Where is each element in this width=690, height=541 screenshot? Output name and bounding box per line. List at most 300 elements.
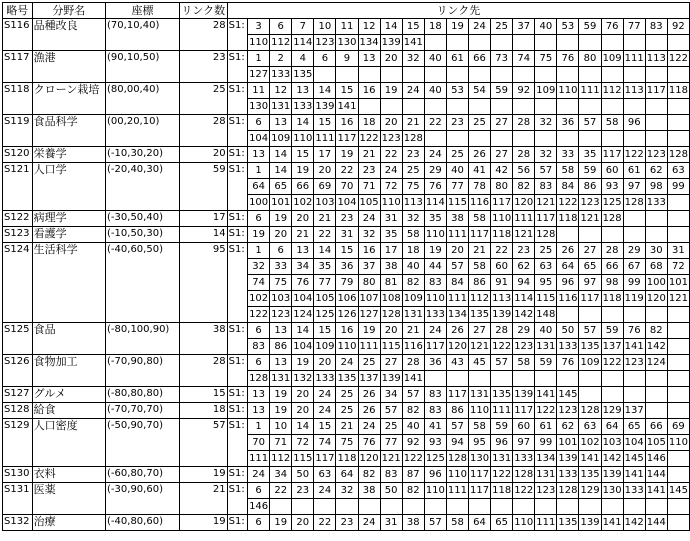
- link-cell: 38: [358, 483, 380, 499]
- link-cell: 131: [535, 339, 557, 355]
- link-cell: 133: [623, 483, 645, 499]
- link-cell: 59: [535, 355, 557, 371]
- header-links: リンク先: [227, 3, 689, 19]
- link-cell: 133: [513, 451, 535, 467]
- empty-cell: [469, 35, 491, 51]
- empty-cell: [645, 67, 667, 83]
- cell-id: S128: [3, 403, 33, 419]
- link-cell: 57: [380, 403, 402, 419]
- link-cell: 110: [446, 467, 468, 483]
- link-cell: 13: [292, 243, 314, 259]
- link-cell: 45: [469, 355, 491, 371]
- link-cell: 75: [336, 435, 358, 451]
- link-cell: 104: [623, 435, 645, 451]
- link-cell: 31: [336, 227, 358, 243]
- link-cell: 109: [402, 291, 424, 307]
- link-cell: 125: [314, 307, 336, 323]
- link-cell: 23: [358, 163, 380, 179]
- link-cell: 128: [557, 483, 579, 499]
- link-cell: 40: [424, 83, 446, 99]
- empty-cell: [601, 67, 623, 83]
- cell-source: S1:: [227, 467, 247, 483]
- link-cell: 22: [270, 483, 292, 499]
- link-cell: 146: [645, 451, 667, 467]
- empty-cell: [557, 67, 579, 83]
- link-cell: 118: [336, 451, 358, 467]
- empty-cell: [667, 99, 689, 115]
- link-cell: 14: [380, 19, 402, 35]
- empty-cell: [667, 403, 689, 419]
- link-cell: 134: [535, 451, 557, 467]
- empty-cell: [557, 371, 579, 387]
- link-cell: 131: [402, 307, 424, 323]
- link-cell: 60: [491, 259, 513, 275]
- cell-count: 19: [179, 467, 227, 483]
- cell-field: 衣料: [32, 467, 105, 483]
- cell-count: 23: [179, 51, 227, 83]
- link-cell: 122: [402, 451, 424, 467]
- table-row: [3, 387, 690, 403]
- link-cell: 105: [314, 291, 336, 307]
- cell-field: 食物加工: [32, 355, 105, 387]
- link-cell: 57: [491, 355, 513, 371]
- link-cell: 1: [248, 51, 270, 67]
- link-cell: 124: [292, 307, 314, 323]
- empty-cell: [667, 115, 689, 131]
- link-cell: 117: [424, 339, 446, 355]
- link-cell: 86: [469, 275, 491, 291]
- empty-cell: [535, 67, 557, 83]
- link-cell: 141: [402, 35, 424, 51]
- link-cell: 83: [424, 275, 446, 291]
- link-cell: 19: [270, 515, 292, 531]
- empty-cell: [535, 371, 557, 387]
- link-cell: 118: [601, 291, 623, 307]
- link-cell: 20: [380, 115, 402, 131]
- link-cell: 117: [469, 467, 491, 483]
- link-cell: 145: [623, 451, 645, 467]
- link-cell: 83: [424, 387, 446, 403]
- link-cell: 131: [270, 371, 292, 387]
- link-cell: 24: [314, 403, 336, 419]
- link-cell: 15: [292, 147, 314, 163]
- cell-source: S1:: [227, 419, 247, 467]
- link-cell: 128: [513, 467, 535, 483]
- link-cell: 35: [424, 211, 446, 227]
- cell-coord: (00,20,10): [106, 115, 180, 147]
- link-cell: 110: [424, 291, 446, 307]
- cell-field: 治療: [32, 515, 105, 531]
- link-cell: 58: [601, 115, 623, 131]
- link-cell: 32: [402, 51, 424, 67]
- cell-source: S1:: [227, 163, 247, 211]
- link-cell: 2: [270, 51, 292, 67]
- link-cell: 61: [446, 51, 468, 67]
- empty-cell: [314, 499, 336, 515]
- empty-cell: [645, 387, 667, 403]
- link-cell: 38: [380, 259, 402, 275]
- link-cell: 41: [424, 419, 446, 435]
- link-cell: 112: [469, 291, 491, 307]
- link-cell: 92: [667, 19, 689, 35]
- link-cell: 141: [402, 371, 424, 387]
- cell-coord: (-70,70,70): [106, 403, 180, 419]
- link-cell: 19: [380, 83, 402, 99]
- link-cell: 123: [314, 35, 336, 51]
- link-cell: 69: [667, 419, 689, 435]
- link-cell: 103: [314, 195, 336, 211]
- link-cell: 128: [402, 131, 424, 147]
- empty-cell: [623, 35, 645, 51]
- link-cell: 117: [491, 195, 513, 211]
- link-cell: 12: [270, 83, 292, 99]
- link-cell: 141: [601, 515, 623, 531]
- link-cell: 76: [601, 19, 623, 35]
- link-cell: 63: [667, 163, 689, 179]
- link-cell: 93: [601, 179, 623, 195]
- link-cell: 122: [667, 51, 689, 67]
- empty-cell: [645, 403, 667, 419]
- link-cell: 18: [358, 115, 380, 131]
- link-cell: 40: [402, 419, 424, 435]
- cell-id: S124: [3, 243, 33, 323]
- cell-field: 人口密度: [32, 419, 105, 467]
- header-coord: 座標: [106, 3, 180, 19]
- cell-field: 医薬: [32, 483, 105, 515]
- link-cell: 125: [424, 451, 446, 467]
- link-cell: 40: [535, 19, 557, 35]
- empty-cell: [358, 499, 380, 515]
- empty-cell: [469, 99, 491, 115]
- link-cell: 36: [424, 355, 446, 371]
- link-cell: 122: [491, 339, 513, 355]
- link-cell: 111: [248, 451, 270, 467]
- table-row: [3, 115, 690, 131]
- cell-id: S117: [3, 51, 33, 83]
- link-cell: 15: [402, 19, 424, 35]
- link-cell: 6: [248, 515, 270, 531]
- link-cell: 110: [424, 227, 446, 243]
- cell-coord: (-80,100,90): [106, 323, 180, 355]
- link-cell: 78: [469, 179, 491, 195]
- link-cell: 21: [292, 227, 314, 243]
- link-cell: 20: [292, 403, 314, 419]
- link-cell: 6: [248, 323, 270, 339]
- link-cell: 116: [402, 339, 424, 355]
- cell-field: 漁港: [32, 51, 105, 83]
- link-cell: 68: [645, 259, 667, 275]
- link-cell: 124: [645, 355, 667, 371]
- empty-cell: [469, 131, 491, 147]
- link-cell: 117: [535, 211, 557, 227]
- link-cell: 19: [270, 211, 292, 227]
- link-cell: 1: [248, 419, 270, 435]
- table-row: [3, 419, 690, 435]
- link-cell: 121: [380, 451, 402, 467]
- link-cell: 133: [645, 195, 667, 211]
- empty-cell: [601, 99, 623, 115]
- cell-id: S131: [3, 483, 33, 515]
- link-cell: 93: [424, 435, 446, 451]
- link-cell: 14: [314, 243, 336, 259]
- link-cell: 111: [314, 131, 336, 147]
- link-cell: 131: [491, 451, 513, 467]
- link-cell: 58: [446, 515, 468, 531]
- link-cell: 17: [314, 147, 336, 163]
- link-cell: 104: [292, 339, 314, 355]
- cell-coord: (-40,60,50): [106, 243, 180, 323]
- cell-source: S1:: [227, 387, 247, 403]
- empty-cell: [446, 371, 468, 387]
- link-cell: 104: [292, 291, 314, 307]
- link-cell: 16: [358, 243, 380, 259]
- cell-field: 給食: [32, 403, 105, 419]
- link-cell: 121: [469, 339, 491, 355]
- cell-source: S1:: [227, 83, 247, 115]
- link-cell: 63: [314, 467, 336, 483]
- link-cell: 145: [557, 387, 579, 403]
- link-cell: 135: [336, 371, 358, 387]
- link-cell: 118: [667, 83, 689, 99]
- empty-cell: [623, 387, 645, 403]
- link-cell: 139: [557, 451, 579, 467]
- empty-cell: [667, 355, 689, 371]
- link-cell: 145: [667, 483, 689, 499]
- empty-cell: [601, 499, 623, 515]
- link-cell: 1: [248, 243, 270, 259]
- link-cell: 58: [557, 163, 579, 179]
- link-cell: 111: [513, 211, 535, 227]
- link-cell: 101: [557, 435, 579, 451]
- link-cell: 40: [402, 259, 424, 275]
- link-cell: 86: [270, 339, 292, 355]
- link-cell: 76: [623, 323, 645, 339]
- link-cell: 22: [314, 227, 336, 243]
- link-cell: 112: [601, 83, 623, 99]
- link-cell: 44: [424, 259, 446, 275]
- link-cell: 13: [270, 323, 292, 339]
- link-cell: 32: [358, 227, 380, 243]
- link-cell: 82: [645, 323, 667, 339]
- link-cell: 20: [446, 243, 468, 259]
- link-cell: 26: [358, 403, 380, 419]
- link-cell: 130: [601, 483, 623, 499]
- cell-count: 95: [179, 243, 227, 323]
- link-cell: 25: [446, 147, 468, 163]
- link-cell: 19: [446, 19, 468, 35]
- cell-field: 生活科学: [32, 243, 105, 323]
- empty-cell: [402, 67, 424, 83]
- link-cell: 123: [535, 483, 557, 499]
- link-cell: 23: [336, 211, 358, 227]
- cell-source: S1:: [227, 323, 247, 355]
- link-cell: 75: [402, 179, 424, 195]
- link-cell: 131: [535, 467, 557, 483]
- link-cell: 120: [358, 451, 380, 467]
- link-cell: 27: [380, 355, 402, 371]
- link-cell: 109: [579, 355, 601, 371]
- link-cell: 26: [469, 147, 491, 163]
- link-cell: 25: [358, 355, 380, 371]
- link-cell: 25: [535, 243, 557, 259]
- link-cell: 94: [513, 275, 535, 291]
- cell-count: 14: [179, 227, 227, 243]
- link-cell: 82: [402, 403, 424, 419]
- link-cell: 64: [469, 515, 491, 531]
- link-table: [2, 2, 690, 531]
- link-cell: 82: [358, 467, 380, 483]
- empty-cell: [601, 387, 623, 403]
- link-cell: 24: [248, 467, 270, 483]
- link-cell: 25: [336, 403, 358, 419]
- empty-cell: [513, 371, 535, 387]
- link-cell: 74: [248, 275, 270, 291]
- link-cell: 20: [314, 163, 336, 179]
- link-cell: 38: [446, 211, 468, 227]
- link-cell: 128: [248, 371, 270, 387]
- link-cell: 14: [292, 115, 314, 131]
- link-cell: 132: [292, 371, 314, 387]
- link-cell: 37: [358, 259, 380, 275]
- link-cell: 121: [513, 227, 535, 243]
- cell-source: S1:: [227, 227, 247, 243]
- link-cell: 61: [535, 419, 557, 435]
- link-cell: 113: [491, 291, 513, 307]
- empty-cell: [491, 131, 513, 147]
- link-cell: 109: [601, 51, 623, 67]
- empty-cell: [424, 99, 446, 115]
- link-cell: 73: [491, 51, 513, 67]
- empty-cell: [623, 67, 645, 83]
- empty-cell: [601, 227, 623, 243]
- link-cell: 80: [491, 179, 513, 195]
- link-cell: 135: [469, 307, 491, 323]
- link-cell: 6: [248, 483, 270, 499]
- cell-field: クローン栽培: [32, 83, 105, 115]
- link-table-body: [3, 3, 690, 531]
- link-cell: 57: [579, 115, 601, 131]
- empty-cell: [667, 35, 689, 51]
- link-cell: 110: [513, 515, 535, 531]
- link-cell: 67: [623, 259, 645, 275]
- link-cell: 123: [579, 195, 601, 211]
- empty-cell: [380, 67, 402, 83]
- empty-cell: [535, 131, 557, 147]
- link-cell: 24: [402, 83, 424, 99]
- link-cell: 120: [446, 339, 468, 355]
- link-cell: 128: [535, 227, 557, 243]
- link-cell: 20: [292, 211, 314, 227]
- link-cell: 21: [336, 419, 358, 435]
- empty-cell: [667, 387, 689, 403]
- empty-cell: [513, 35, 535, 51]
- link-cell: 96: [491, 435, 513, 451]
- cell-coord: (-80,80,80): [106, 387, 180, 403]
- empty-cell: [645, 227, 667, 243]
- link-cell: 122: [535, 403, 557, 419]
- cell-source: S1:: [227, 19, 247, 51]
- link-cell: 25: [336, 387, 358, 403]
- link-cell: 83: [424, 403, 446, 419]
- link-cell: 111: [623, 51, 645, 67]
- empty-cell: [557, 99, 579, 115]
- link-cell: 72: [667, 259, 689, 275]
- link-cell: 76: [292, 275, 314, 291]
- link-cell: 57: [535, 163, 557, 179]
- cell-count: 28: [179, 19, 227, 51]
- link-cell: 22: [336, 163, 358, 179]
- link-cell: 29: [424, 163, 446, 179]
- table-row: [3, 51, 690, 67]
- link-cell: 57: [402, 387, 424, 403]
- link-cell: 60: [601, 163, 623, 179]
- cell-count: 57: [179, 419, 227, 467]
- link-cell: 115: [292, 451, 314, 467]
- link-cell: 100: [645, 275, 667, 291]
- link-cell: 26: [358, 387, 380, 403]
- link-cell: 130: [469, 451, 491, 467]
- table-row: [3, 323, 690, 339]
- link-cell: 32: [402, 211, 424, 227]
- link-cell: 82: [402, 275, 424, 291]
- link-cell: 65: [491, 515, 513, 531]
- link-cell: 71: [358, 179, 380, 195]
- header-id: 略号: [3, 3, 33, 19]
- empty-cell: [579, 131, 601, 147]
- link-cell: 114: [513, 291, 535, 307]
- link-cell: 19: [248, 227, 270, 243]
- link-cell: 23: [446, 115, 468, 131]
- link-cell: 110: [424, 483, 446, 499]
- link-cell: 15: [336, 83, 358, 99]
- cell-source: S1:: [227, 483, 247, 515]
- empty-cell: [491, 67, 513, 83]
- link-cell: 17: [380, 243, 402, 259]
- link-cell: 128: [667, 147, 689, 163]
- empty-cell: [424, 35, 446, 51]
- link-cell: 76: [557, 51, 579, 67]
- link-cell: 72: [380, 179, 402, 195]
- link-cell: 10: [270, 419, 292, 435]
- link-cell: 43: [446, 355, 468, 371]
- cell-count: 28: [179, 355, 227, 387]
- link-cell: 112: [270, 451, 292, 467]
- link-cell: 14: [270, 163, 292, 179]
- link-cell: 58: [469, 211, 491, 227]
- link-cell: 118: [491, 483, 513, 499]
- link-cell: 21: [469, 243, 491, 259]
- cell-id: S123: [3, 227, 33, 243]
- link-cell: 6: [248, 355, 270, 371]
- header-row: [3, 3, 690, 19]
- link-cell: 65: [623, 419, 645, 435]
- link-cell: 86: [579, 179, 601, 195]
- link-cell: 120: [513, 195, 535, 211]
- link-cell: 34: [270, 467, 292, 483]
- empty-cell: [667, 227, 689, 243]
- link-cell: 79: [336, 275, 358, 291]
- cell-field: グルメ: [32, 387, 105, 403]
- link-cell: 37: [513, 19, 535, 35]
- link-cell: 23: [292, 483, 314, 499]
- link-cell: 97: [579, 275, 601, 291]
- link-cell: 115: [446, 195, 468, 211]
- empty-cell: [491, 99, 513, 115]
- link-cell: 91: [491, 275, 513, 291]
- link-cell: 62: [513, 259, 535, 275]
- link-cell: 117: [314, 451, 336, 467]
- empty-cell: [314, 67, 336, 83]
